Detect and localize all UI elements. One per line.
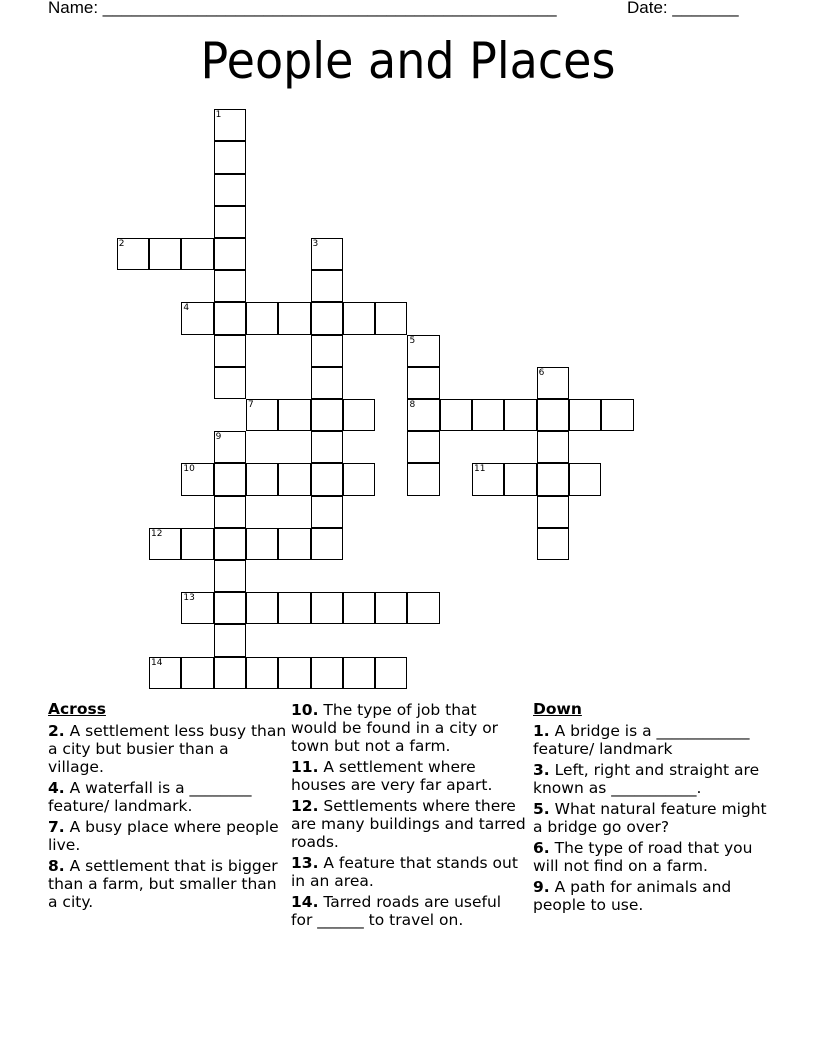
clue-across-11: 11. A settlement where houses are very far apart.	[291, 758, 493, 794]
grid-cell[interactable]	[214, 560, 246, 592]
grid-cell[interactable]	[278, 657, 310, 689]
clue-number: 8	[409, 400, 416, 411]
grid-cell[interactable]	[311, 302, 343, 334]
grid-cell[interactable]	[117, 238, 149, 270]
grid-cell[interactable]	[278, 302, 310, 334]
grid-cell[interactable]	[343, 463, 375, 495]
grid-cell[interactable]	[375, 592, 407, 624]
grid-cell[interactable]	[214, 238, 246, 270]
grid-cell[interactable]	[407, 463, 439, 495]
page-title: People and Places	[200, 32, 616, 90]
grid-cell[interactable]	[311, 496, 343, 528]
grid-cell[interactable]	[246, 463, 278, 495]
grid-cell[interactable]	[214, 302, 246, 334]
grid-cell[interactable]	[311, 238, 343, 270]
grid-cell[interactable]	[181, 528, 213, 560]
grid-cell[interactable]	[569, 399, 601, 431]
grid-cell[interactable]	[214, 431, 246, 463]
grid-cell[interactable]	[407, 335, 439, 367]
date-field-label: Date: _______	[627, 0, 739, 17]
clue-down-1: 1. A bridge is a ____________ feature/ landmark	[533, 722, 750, 758]
grid-cell[interactable]	[472, 463, 504, 495]
grid-cell[interactable]	[214, 270, 246, 302]
grid-cell[interactable]	[149, 657, 181, 689]
clue-down-9: 9. A path for animals and people to use.	[533, 878, 732, 914]
grid-cell[interactable]	[311, 592, 343, 624]
clue-across-4: 4. A waterfall is a ________ feature/ landmark.	[48, 779, 252, 815]
grid-cell[interactable]	[407, 592, 439, 624]
grid-cell[interactable]	[311, 657, 343, 689]
grid-cell[interactable]	[214, 657, 246, 689]
grid-cell[interactable]	[214, 367, 246, 399]
clue-number: 10	[183, 464, 195, 475]
grid-cell[interactable]	[181, 592, 213, 624]
grid-cell[interactable]	[537, 399, 569, 431]
clue-across-8: 8. A settlement that is bigger than a farm, but smaller than a city.	[48, 857, 278, 911]
clue-number: 9	[215, 432, 222, 443]
clue-down-3: 3. Left, right and straight are known as ___________.	[533, 761, 760, 797]
grid-cell[interactable]	[343, 657, 375, 689]
clue-number: 1	[215, 110, 222, 121]
clue-number: 4	[183, 303, 190, 314]
grid-cell[interactable]	[601, 399, 633, 431]
grid-cell[interactable]	[246, 592, 278, 624]
grid-cell[interactable]	[214, 206, 246, 238]
grid-cell[interactable]	[311, 463, 343, 495]
grid-cell[interactable]	[246, 399, 278, 431]
grid-cell[interactable]	[214, 463, 246, 495]
clue-number: 7	[247, 400, 254, 411]
grid-cell[interactable]	[214, 624, 246, 656]
grid-cell[interactable]	[214, 528, 246, 560]
grid-cell[interactable]	[311, 270, 343, 302]
clue-number: 3	[312, 239, 319, 250]
grid-cell[interactable]	[214, 592, 246, 624]
clue-across-7: 7. A busy place where people live.	[48, 818, 279, 854]
grid-cell[interactable]	[440, 399, 472, 431]
grid-cell[interactable]	[278, 463, 310, 495]
name-field-label: Name: ________________________________________________	[48, 0, 557, 17]
clue-number: 13	[183, 593, 195, 604]
down-heading: Down	[533, 700, 582, 718]
grid-cell[interactable]	[214, 174, 246, 206]
grid-cell[interactable]	[214, 109, 246, 141]
down-clues-column	[533, 700, 773, 917]
grid-cell[interactable]	[214, 335, 246, 367]
grid-cell[interactable]	[504, 399, 536, 431]
grid-cell[interactable]	[343, 302, 375, 334]
clue-across-2: 2. A settlement less busy than a city but busier than a village.	[48, 722, 287, 776]
grid-cell[interactable]	[343, 399, 375, 431]
grid-cell[interactable]	[181, 657, 213, 689]
clue-across-13: 13. A feature that stands out in an area.	[291, 854, 518, 890]
grid-cell[interactable]	[537, 431, 569, 463]
grid-cell[interactable]	[278, 399, 310, 431]
grid-cell[interactable]	[504, 463, 536, 495]
grid-cell[interactable]	[181, 238, 213, 270]
grid-cell[interactable]	[311, 431, 343, 463]
grid-cell[interactable]	[311, 528, 343, 560]
clue-number: 5	[409, 335, 416, 346]
across-clues-column-2	[291, 701, 526, 932]
grid-cell[interactable]	[149, 238, 181, 270]
grid-cell[interactable]	[569, 463, 601, 495]
grid-cell[interactable]	[311, 399, 343, 431]
grid-cell[interactable]	[472, 399, 504, 431]
clue-number: 2	[118, 239, 125, 250]
clue-number: 12	[151, 528, 163, 539]
clue-down-6: 6. The type of road that you will not find on a farm.	[533, 839, 753, 875]
clue-number: 14	[151, 657, 163, 668]
clue-across-10: 10. The type of job that would be found in a city or town but not a farm.	[291, 701, 499, 755]
grid-cell[interactable]	[343, 592, 375, 624]
grid-cell[interactable]	[537, 528, 569, 560]
grid-cell[interactable]	[246, 302, 278, 334]
grid-cell[interactable]	[537, 367, 569, 399]
grid-cell[interactable]	[537, 496, 569, 528]
clue-across-14: 14. Tarred roads are useful for ______ to travel on.	[291, 893, 502, 929]
grid-cell[interactable]	[278, 528, 310, 560]
grid-cell[interactable]	[407, 431, 439, 463]
grid-cell[interactable]	[407, 399, 439, 431]
across-heading: Across	[48, 700, 106, 718]
grid-cell[interactable]	[181, 463, 213, 495]
clue-number: 6	[538, 367, 545, 378]
grid-cell[interactable]	[375, 302, 407, 334]
clue-across-12: 12. Settlements where there are many buildings and tarred roads.	[291, 797, 526, 851]
grid-cell[interactable]	[246, 657, 278, 689]
clue-number: 11	[474, 464, 486, 475]
grid-cell[interactable]	[311, 335, 343, 367]
grid-cell[interactable]	[214, 496, 246, 528]
grid-cell[interactable]	[537, 463, 569, 495]
grid-cell[interactable]	[311, 367, 343, 399]
grid-cell[interactable]	[407, 367, 439, 399]
clue-down-5: 5. What natural feature might a bridge go over?	[533, 800, 767, 836]
grid-cell[interactable]	[375, 657, 407, 689]
grid-cell[interactable]	[278, 592, 310, 624]
grid-cell[interactable]	[214, 141, 246, 173]
grid-cell[interactable]	[149, 528, 181, 560]
grid-cell[interactable]	[181, 302, 213, 334]
grid-cell[interactable]	[246, 528, 278, 560]
across-clues-column-1	[48, 700, 288, 914]
